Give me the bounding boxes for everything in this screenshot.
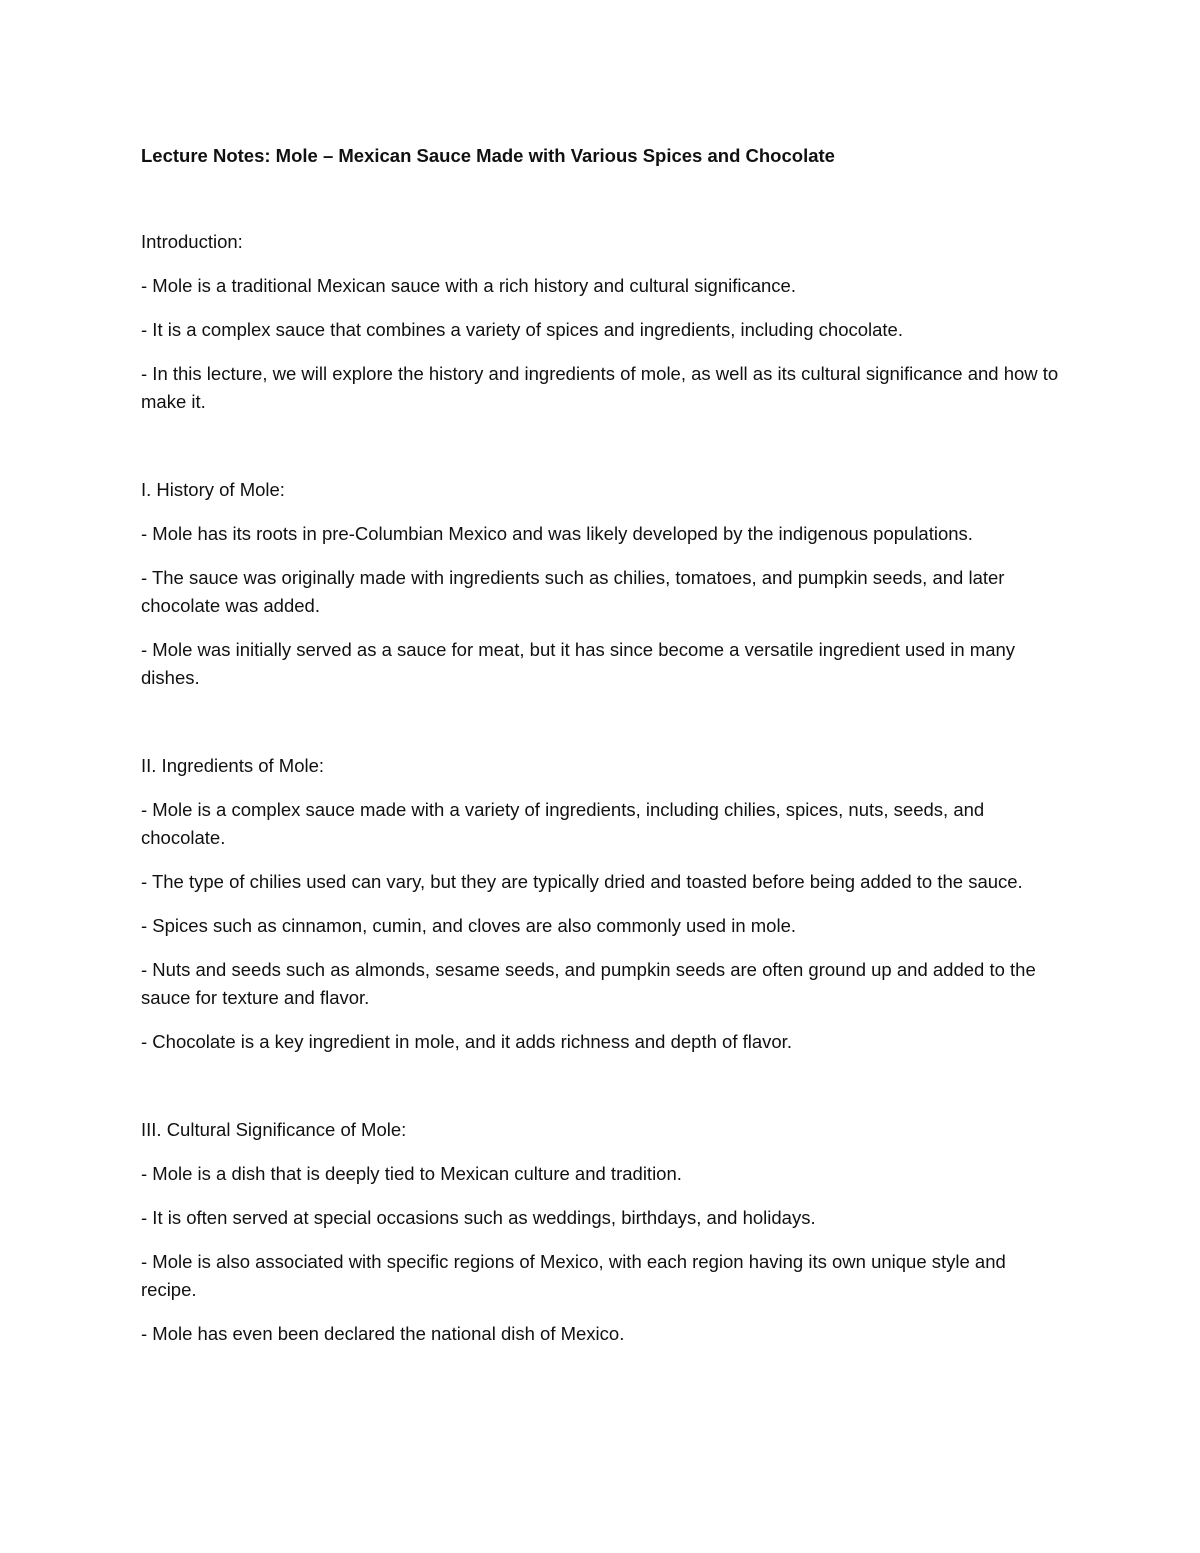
list-item: - It is a complex sauce that combines a variety of spices and ingredients, including chocolate. [141,319,903,340]
document-title: Lecture Notes: Mole – Mexican Sauce Made with Various Spices and Chocolate [141,145,835,166]
list-item: - Mole is a complex sauce made with a variety of ingredients, including chilies, spices, nuts, seeds, and chocolate. [141,799,985,848]
list-item: - In this lecture, we will explore the history and ingredients of mole, as well as its cultural significance and how to make it. [141,363,1059,412]
section-introduction [141,228,1066,416]
document-body [141,142,1066,1348]
list-item: - Spices such as cinnamon, cumin, and cloves are also commonly used in mole. [141,915,796,936]
list-item: - The sauce was originally made with ingredients such as chilies, tomatoes, and pumpkin seeds, and later chocolate was added. [141,567,1005,616]
list-item: - Mole is a dish that is deeply tied to Mexican culture and tradition. [141,1163,682,1184]
section-history [141,476,1066,692]
list-item: - Mole has its roots in pre-Columbian Mexico and was likely developed by the indigenous populations. [141,523,973,544]
list-item: - Mole was initially served as a sauce for meat, but it has since become a versatile ingredient used in many dishes. [141,639,1016,688]
section-heading: Introduction: [141,231,243,252]
list-item: - The type of chilies used can vary, but they are typically dried and toasted before being added to the sauce. [141,871,1023,892]
section-heading: II. Ingredients of Mole: [141,755,325,776]
list-item: - It is often served at special occasions such as weddings, birthdays, and holidays. [141,1207,816,1228]
section-heading: III. Cultural Significance of Mole: [141,1119,407,1140]
list-item: - Chocolate is a key ingredient in mole, and it adds richness and depth of flavor. [141,1031,792,1052]
list-item: - Nuts and seeds such as almonds, sesame seeds, and pumpkin seeds are often ground up and added to the sauce for texture and flavor. [141,959,1036,1008]
section-heading: I. History of Mole: [141,479,285,500]
list-item: - Mole is a traditional Mexican sauce with a rich history and cultural significance. [141,275,796,296]
list-item: - Mole is also associated with specific regions of Mexico, with each region having its own unique style and recipe. [141,1251,1006,1300]
section-ingredients [141,752,1066,1056]
section-cultural-significance [141,1116,1066,1348]
list-item: - Mole has even been declared the national dish of Mexico. [141,1323,625,1344]
